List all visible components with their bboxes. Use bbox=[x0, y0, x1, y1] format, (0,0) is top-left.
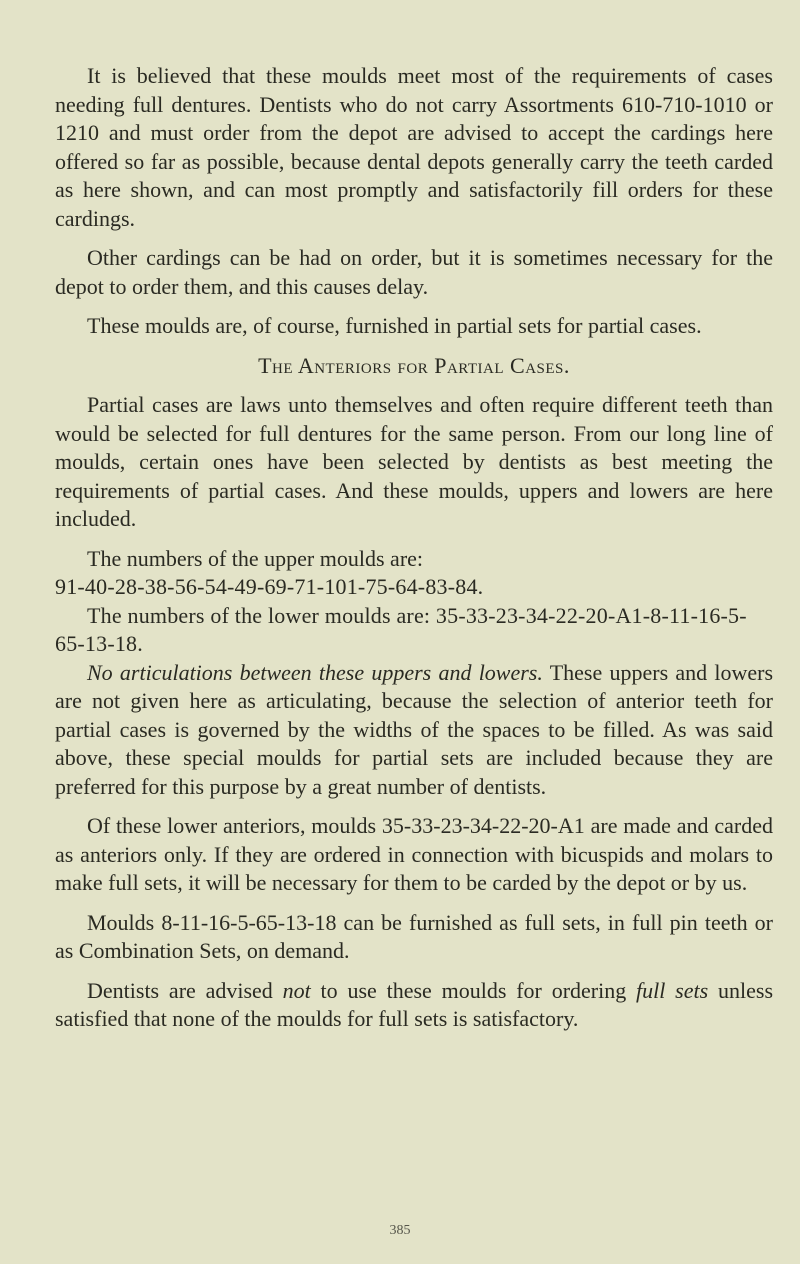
page-number: 385 bbox=[389, 1223, 411, 1238]
page-body bbox=[55, 62, 773, 1034]
upper-moulds-intro: The numbers of the upper moulds are: bbox=[87, 545, 424, 571]
paragraph-advice bbox=[55, 977, 773, 1034]
paragraph-full-sets-moulds: Moulds 8-11-16-5-65-13-18 can be furnished as full sets, in full pin teeth or as Combination Sets, on demand. bbox=[55, 909, 773, 963]
upper-moulds-numbers: 91-40-28-38-56-54-49-69-71-101-75-64-83-84. bbox=[55, 574, 484, 599]
advice-full-sets-italic: full sets bbox=[636, 977, 709, 1003]
paragraph-no-articulations bbox=[55, 659, 773, 802]
paragraph-partial-sets: These moulds are, of course, furnished in partial sets for partial cases. bbox=[87, 313, 702, 338]
advice-not-italic: not bbox=[282, 977, 311, 1003]
paragraph-lower-anteriors: Of these lower anteriors, moulds 35-33-23-34-22-20-A1 are made and carded as anteriors only. If they are ordered in connection with bicuspids and molars to make full sets, it will be necessary for them to be carded by the depot or by us. bbox=[55, 813, 773, 895]
advice-text-a: Dentists are advised bbox=[87, 977, 283, 1003]
section-heading: The Anteriors for Partial Cases. bbox=[258, 352, 570, 378]
paragraph-partial-cases: Partial cases are laws unto themselves and often require different teeth than would be selected for full dentures for the same person. From our long line of moulds, certain ones have been selected by dentists as best meeting the requirements of partial cases. And these moulds, uppers and lowers are here included. bbox=[55, 392, 773, 531]
advice-text-c: unless satisfied that none of the moulds for full sets is satisfactory. bbox=[55, 977, 773, 1031]
paragraph-intro: It is believed that these moulds meet most of the requirements of cases needing full dentures. Dentists who do not carry Assortments 610-710-1010 or 1210 and must order from the depot are advised to accept the cardings here offered so far as possible, because dental depots generally carry the teeth carded as here shown, and can most promptly and satisfactorily fill orders for these cardings. bbox=[55, 63, 773, 231]
paragraph-other-cardings: Other cardings can be had on order, but it is sometimes necessary for the depot to order them, and this causes delay. bbox=[55, 245, 773, 299]
lower-moulds-line: The numbers of the lower moulds are: 35-33-23-34-22-20-A1-8-11-16-5-65-13-18. bbox=[55, 602, 747, 656]
no-articulations-italic: No articulations between these uppers and lowers. bbox=[87, 659, 543, 685]
no-articulations-text: These uppers and lowers are not given here as articulating, because the selection of anterior teeth for partial cases is governed by the widths of the spaces to be filled. As was said above, these special moulds for partial sets are included because they are preferred for this purpose by a great number of dentists. bbox=[55, 659, 774, 799]
advice-text-b: to use these moulds for ordering bbox=[310, 977, 637, 1003]
